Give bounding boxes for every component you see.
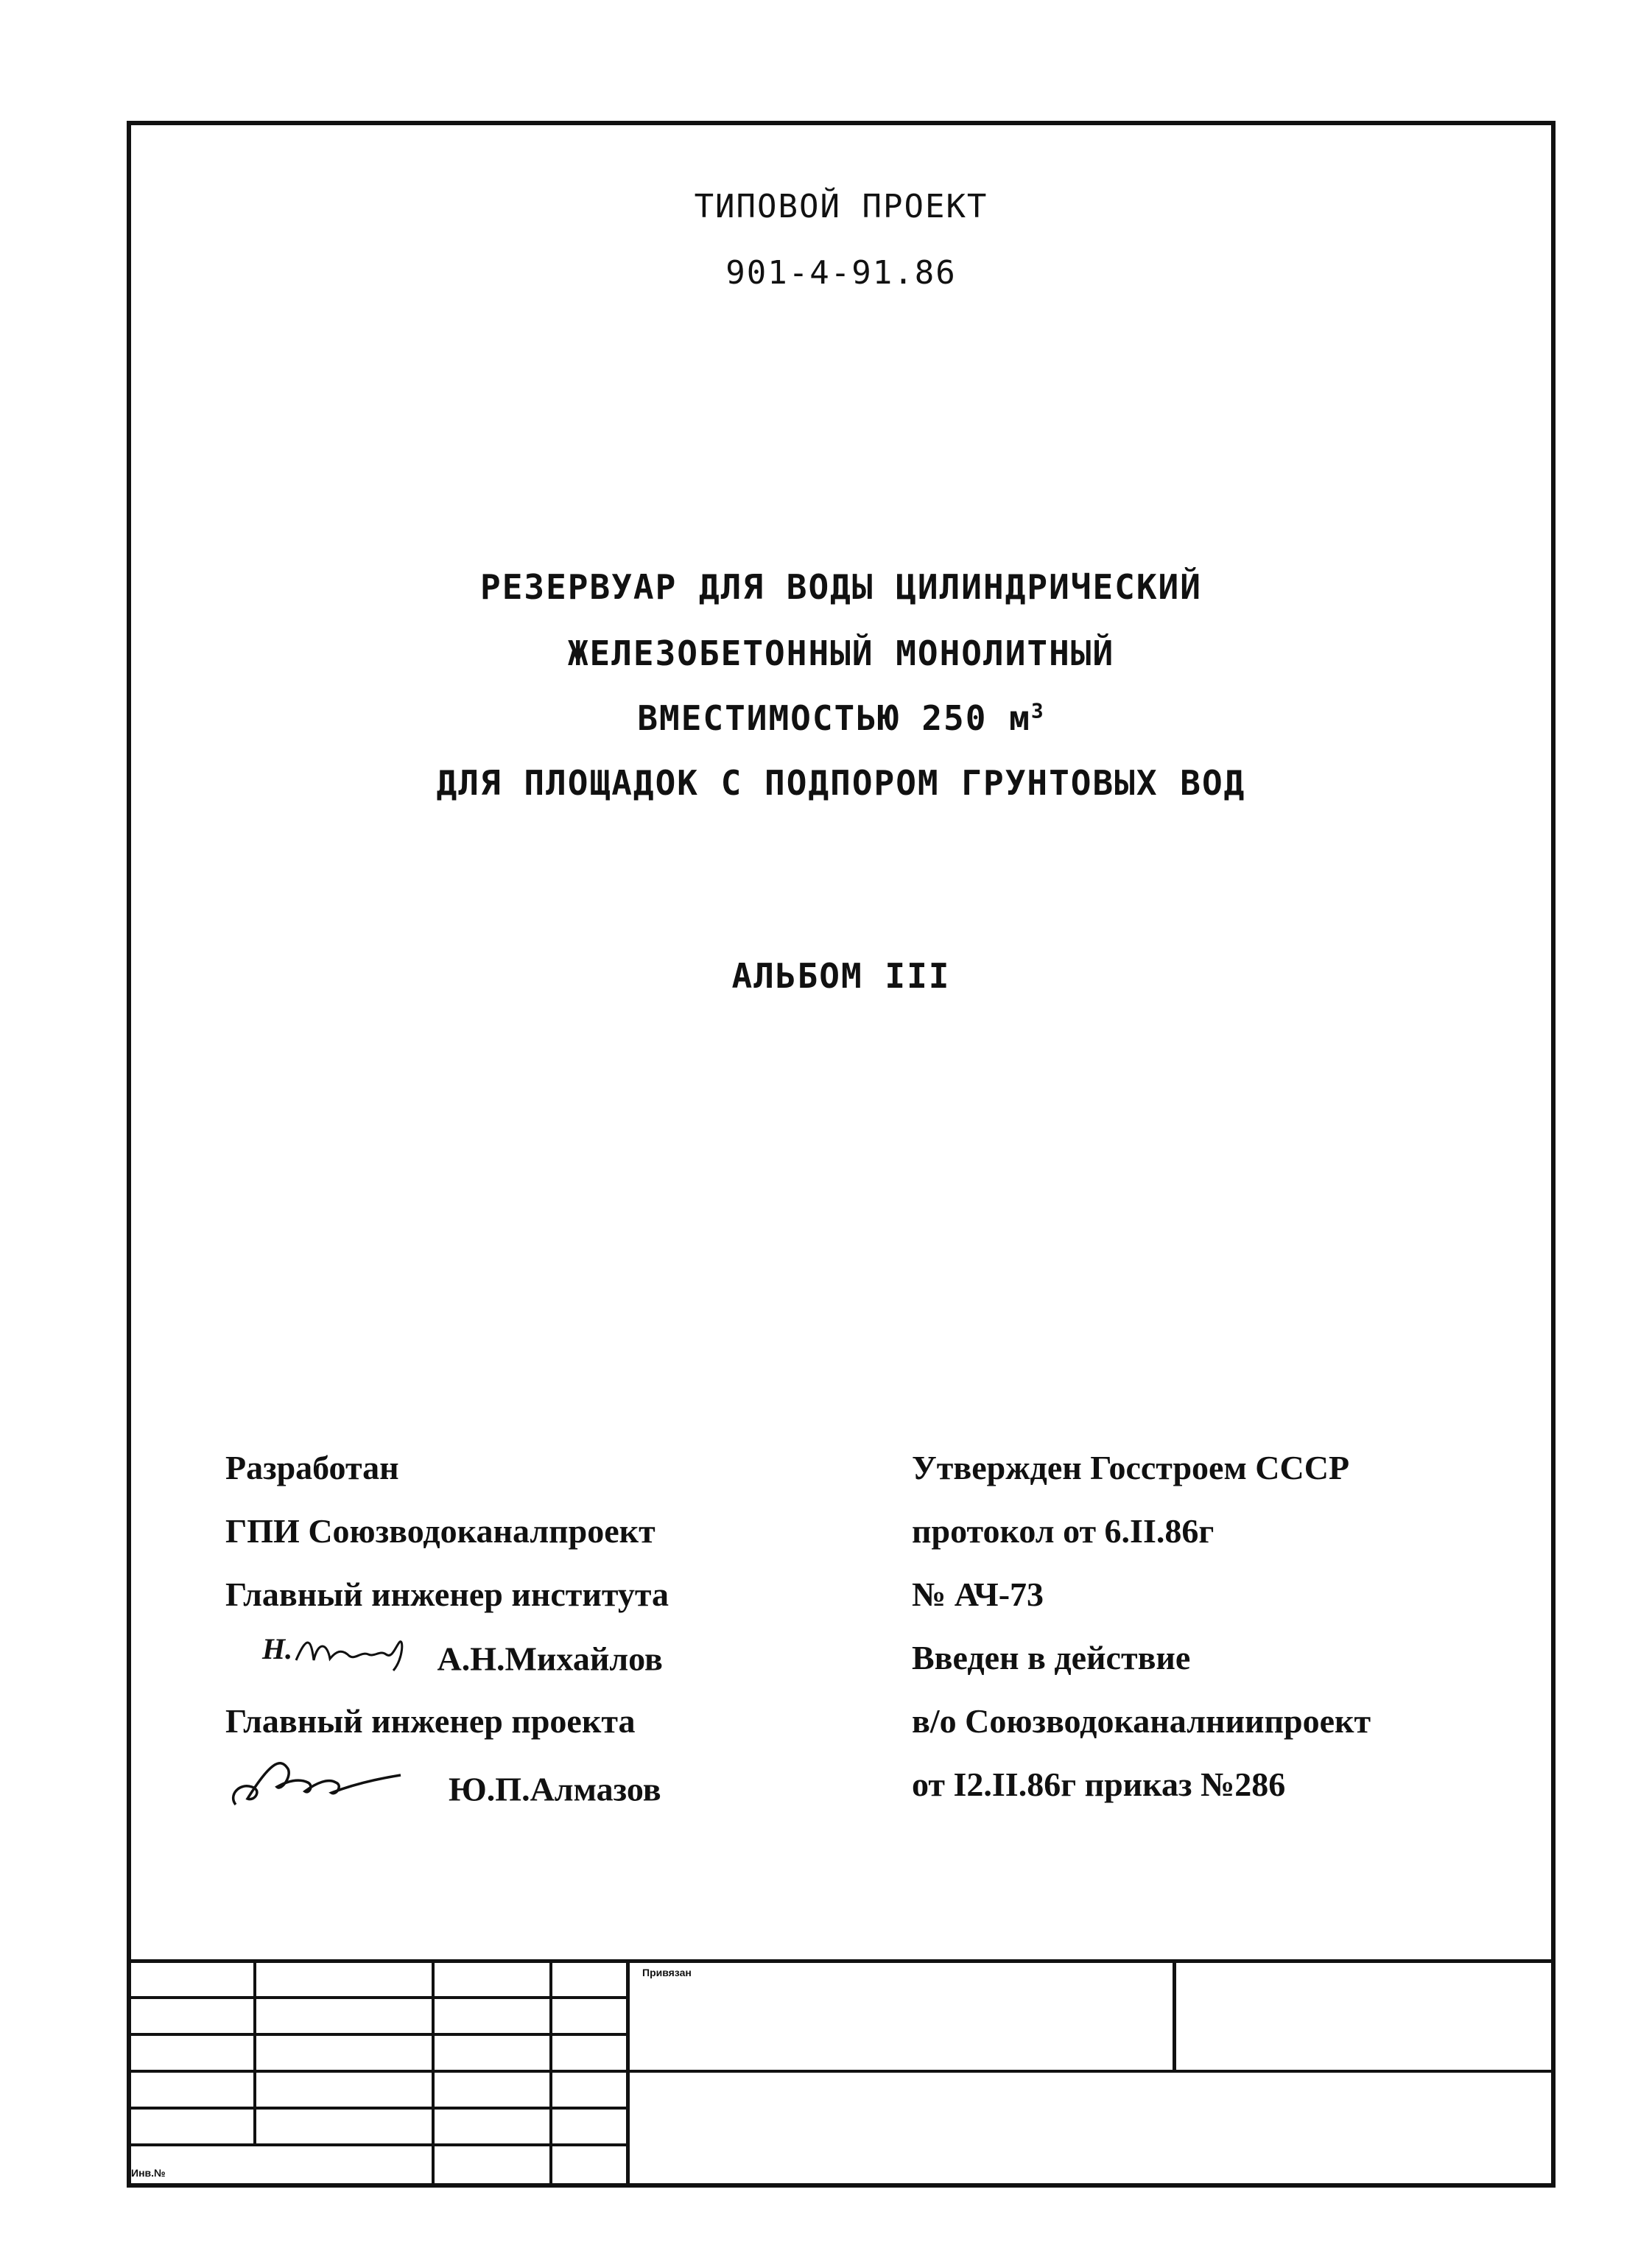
chief-project-name: Ю.П.Алмазов bbox=[449, 1770, 661, 1808]
title-block-row-line bbox=[127, 2107, 628, 2110]
chief-institute-title: Главный инженер института bbox=[225, 1576, 669, 1613]
signature-almazov bbox=[225, 1753, 417, 1833]
attached-label: Привязан bbox=[642, 1967, 692, 1978]
title-block-col-line bbox=[1173, 1959, 1176, 2071]
project-type-heading: ТИПОВОЙ ПРОЕКТ bbox=[694, 188, 988, 225]
chief-project-row bbox=[225, 1753, 669, 1816]
chief-institute-name: А.Н.Михайлов bbox=[437, 1640, 663, 1678]
title-block-col-line bbox=[253, 1959, 256, 2146]
chief-institute-row bbox=[225, 1626, 669, 1690]
approved-line-2: протокол от 6.II.86г bbox=[912, 1512, 1215, 1550]
developed-block bbox=[225, 1436, 669, 1816]
approved-line-1: Утвержден Госстроем СССР bbox=[912, 1449, 1350, 1486]
project-number: 901-4-91.86 bbox=[725, 254, 957, 292]
drawing-frame bbox=[127, 121, 1556, 2188]
inventory-number-label: Инв.№ bbox=[131, 2167, 166, 2179]
developed-label: Разработан bbox=[225, 1449, 399, 1486]
title-block bbox=[127, 1959, 1556, 2188]
title-line-3 bbox=[127, 698, 1556, 738]
approved-line-5: в/о Союзводоканалниипроект bbox=[912, 1702, 1371, 1740]
approved-block bbox=[912, 1436, 1371, 1816]
title-block-row-line bbox=[127, 2143, 628, 2146]
approved-line-6: от I2.II.86г приказ №286 bbox=[912, 1766, 1286, 1803]
album-label: АЛЬБОМ III bbox=[731, 956, 951, 996]
title-line-1: РЕЗЕРВУАР ДЛЯ ВОДЫ ЦИЛИНДРИЧЕСКИЙ bbox=[480, 567, 1202, 607]
title-block-col-line bbox=[432, 1959, 435, 2185]
chief-project-title: Главный инженер проекта bbox=[225, 1702, 636, 1740]
capacity-superscript: 3 bbox=[1030, 698, 1045, 723]
svg-text:Н.: Н. bbox=[262, 1632, 293, 1665]
title-line-4: ДЛЯ ПЛОЩАДОК С ПОДПОРОМ ГРУНТОВЫХ ВОД bbox=[436, 763, 1246, 803]
signature-mikhailov bbox=[259, 1626, 429, 1699]
title-block-row-line bbox=[127, 2070, 1556, 2073]
capacity-text: ВМЕСТИМОСТЬЮ 250 м bbox=[637, 698, 1031, 738]
approved-line-3: № АЧ-73 bbox=[912, 1576, 1044, 1613]
title-block-top-line bbox=[127, 1959, 1556, 1963]
title-line-2: ЖЕЛЕЗОБЕТОННЫЙ МОНОЛИТНЫЙ bbox=[567, 633, 1115, 673]
title-block-row-line bbox=[127, 2033, 628, 2036]
developer-org: ГПИ Союзводоканалпроект bbox=[225, 1512, 655, 1550]
title-block-row-line bbox=[127, 1996, 628, 1999]
approved-line-4: Введен в действие bbox=[912, 1639, 1191, 1676]
title-block-col-line bbox=[549, 1959, 552, 2185]
title-block-col-line bbox=[626, 1959, 630, 2185]
